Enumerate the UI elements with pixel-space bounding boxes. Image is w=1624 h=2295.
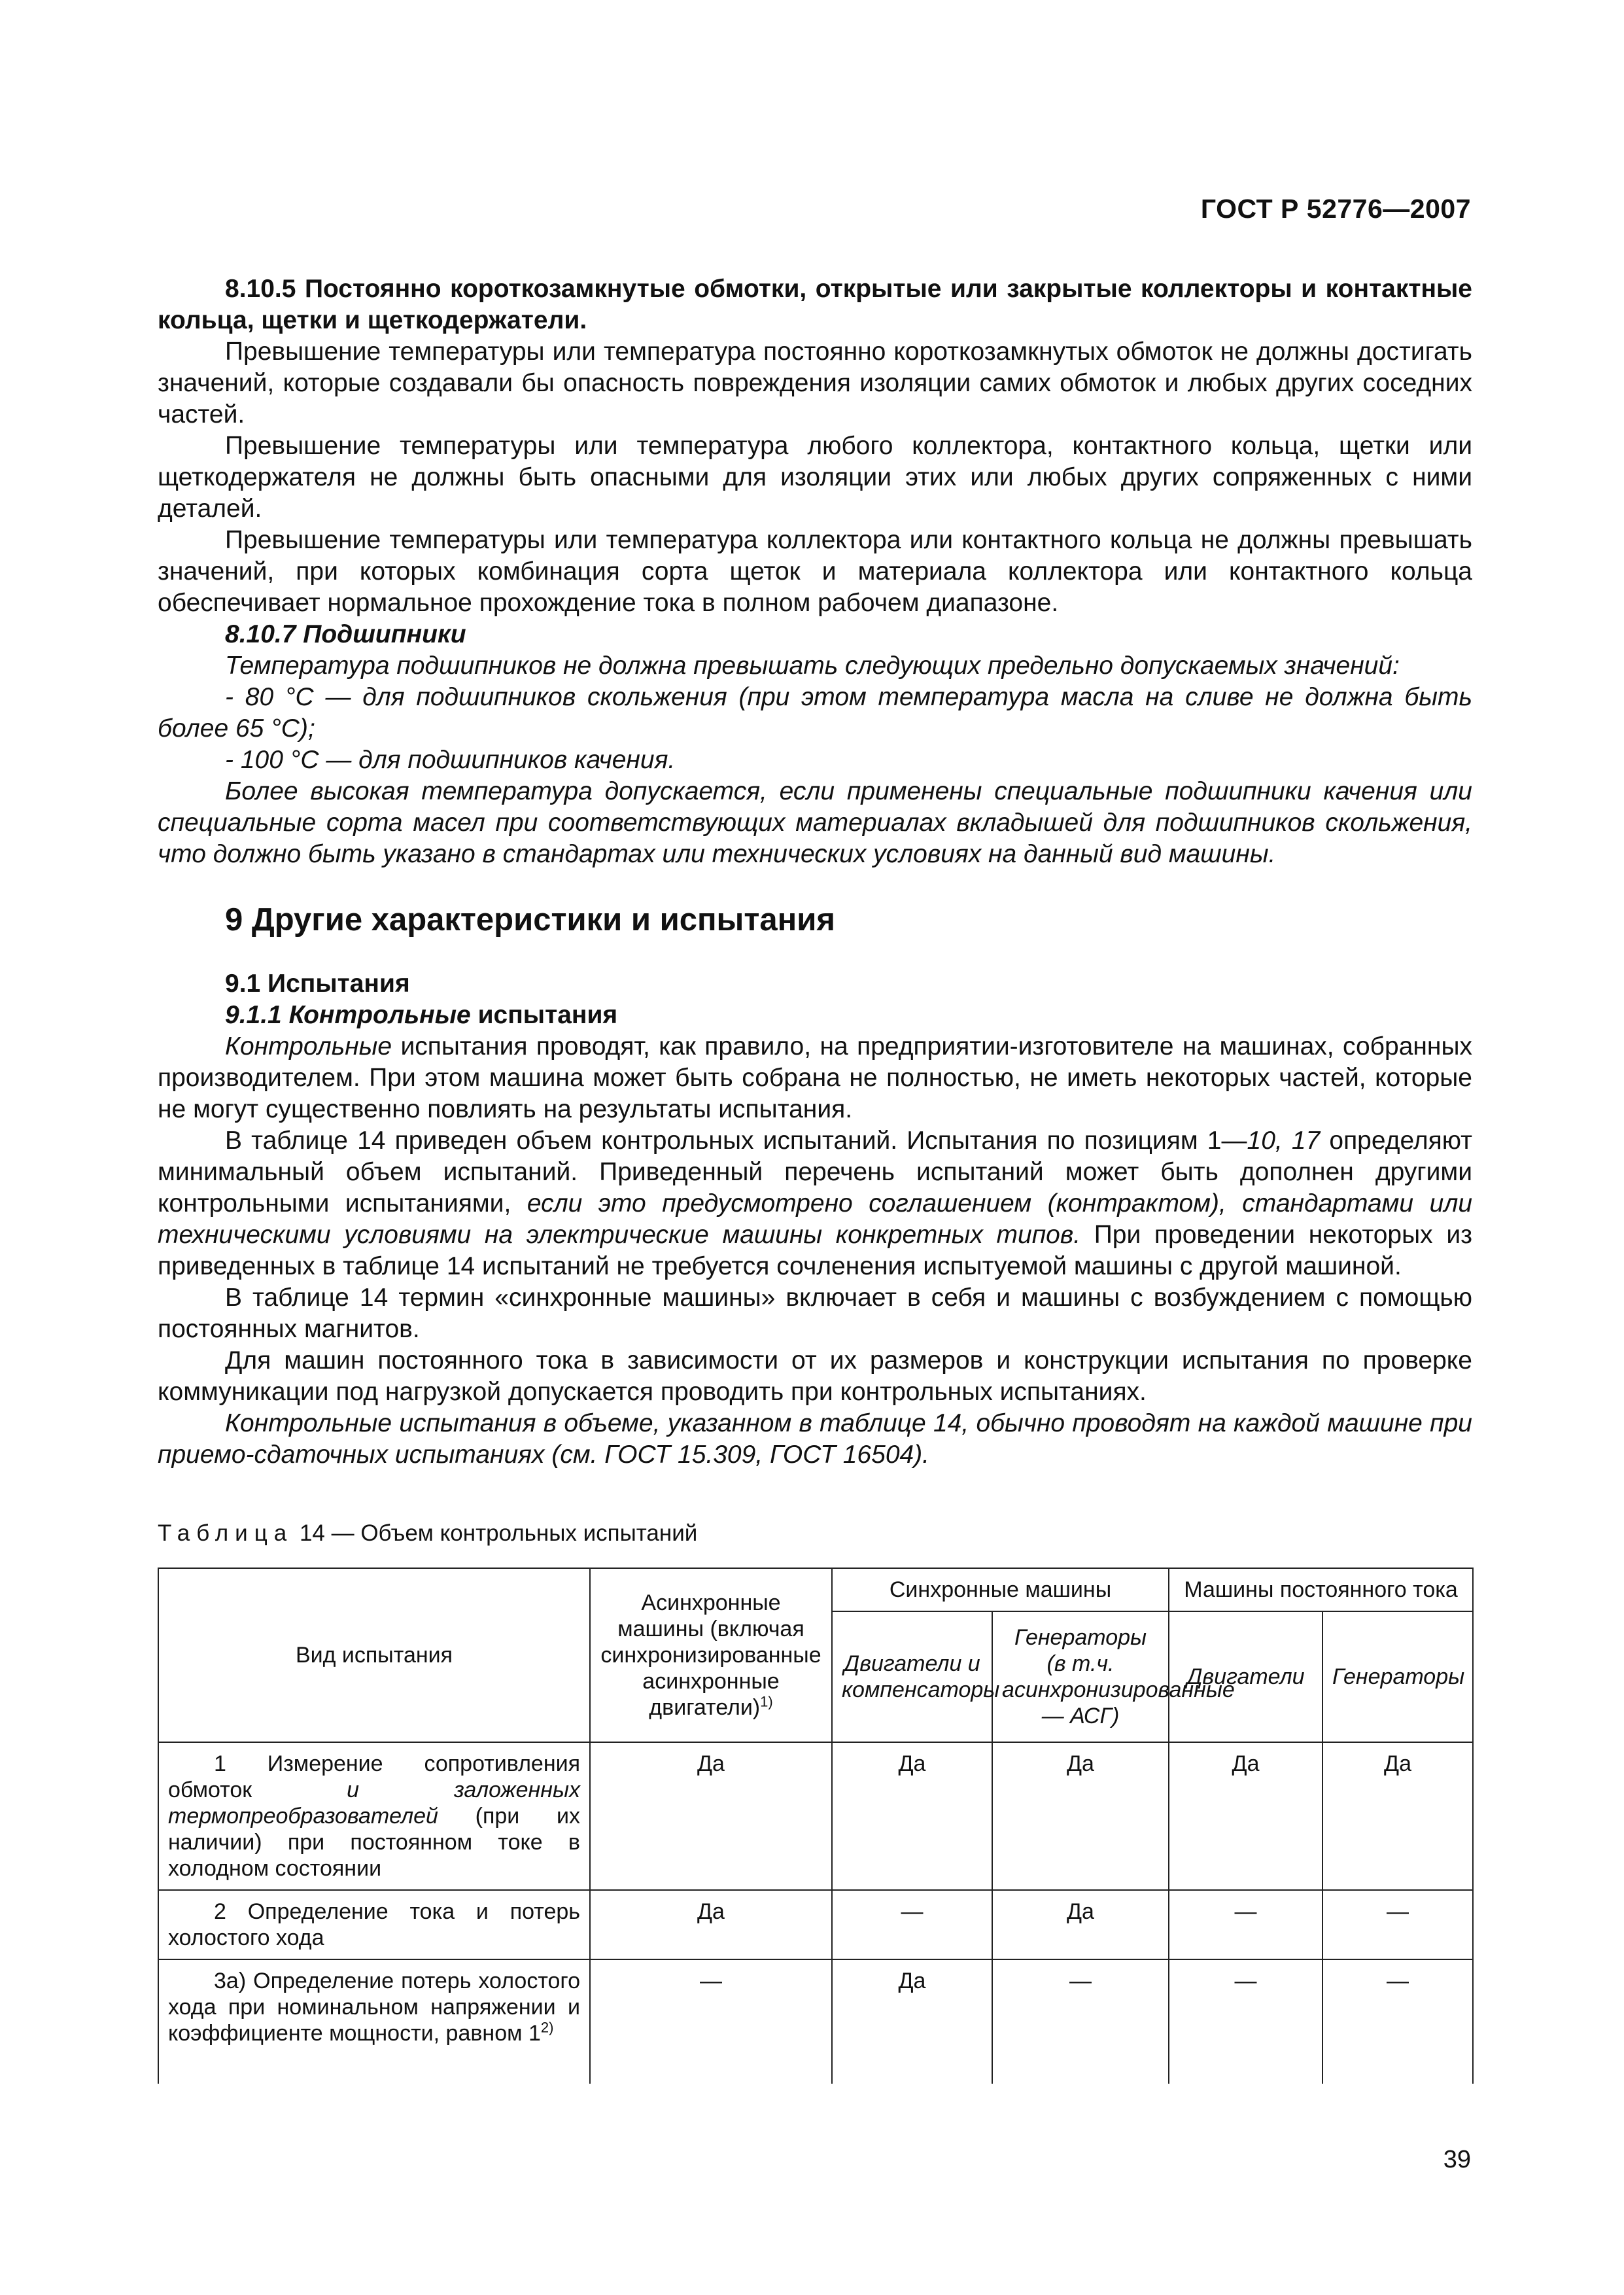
paragraph: Температура подшипников не должна превышать следующих предельно допускаемых значений: [225,652,1400,680]
paragraph: В таблице 14 термин «синхронные машины» включает в себя и машины с возбуждением с помощью постоянных магнитов. [158,1284,1472,1343]
paragraph: - 80 °С — для подшипников скольжения (при этом температура масла на сливе не должна быть более 65 °С); [158,683,1472,743]
table-row [158,1742,1473,1890]
test-name-part: 2 Определение тока и потерь холостого хода [168,1899,580,1950]
footnote-mark: 1) [760,1693,773,1710]
value-cell: Да [832,1959,992,2084]
table-row [158,1959,1473,2084]
paragraph [158,1031,1472,1125]
text-run: В таблице 14 приведен объем контрольных испытаний. Испытания по позициям 1— [225,1127,1247,1155]
value-cell: — [1169,1959,1322,2084]
header-test-type: Вид испытания [158,1568,590,1742]
paragraph: - 100 °С — для подшипников качения. [225,746,676,774]
section-8-10-5-heading: 8.10.5 Постоянно короткозамкнутые обмотки, открытые или закрытые коллекторы и контактные кольца, щетки и щеткодержатели. [158,275,1472,334]
value-cell: Да [832,1742,992,1890]
text-run: испытания проводят, как правило, на предприятии-изготовителе на машинах, собранных производителем. При этом машина может быть собрана не полностью, не иметь некоторых частей, которые не могут существенно повлиять на результаты испытания. [158,1032,1472,1123]
test-name-part: (при их наличии) при постоянном токе в холодном состоянии [168,1804,580,1881]
paragraph: Более высокая температура допускается, если применены специальные подшипники качения или специальные сорта масел при соответствующих материалах вкладышей для подшипников скольжения, что должно быть указано в стандартах или технических условиях на данный вид машины. [158,777,1472,868]
footnote-mark: 2) [540,2019,554,2036]
value-cell: Да [992,1742,1169,1890]
test-name-cell [158,1742,590,1890]
header-sync-generators: Генераторы (в т.ч. асинхронизированные — АСГ) [992,1611,1169,1742]
value-cell: — [1322,1890,1473,1959]
test-name-part: 3а) Определение потерь холостого хода при номинальном напряжении и коэффициенте мощности, равном 1 [168,1969,580,2046]
paragraph [158,1125,1472,1282]
value-cell: — [1169,1890,1322,1959]
test-name-cell [158,1959,590,2084]
page-header-standard: ГОСТ Р 52776—2007 [1200,194,1471,224]
header-dc-generators: Генераторы [1322,1611,1473,1742]
header-sync-machines: Синхронные машины [832,1568,1169,1611]
body-text [158,273,1472,1471]
test-name-part: 1 Измерение сопротивления обмоток [168,1751,580,1802]
text-run: Контрольные [225,1032,392,1060]
text-run: если это предусмотрено соглашением (контрактом), стандартами или техническими условиями на электрические машины конкретных типов. [158,1189,1473,1249]
value-cell: Да [1169,1742,1322,1890]
header-dc-machines: Машины постоянного тока [1169,1568,1473,1611]
header-async-text: Асинхронные машины (включая синхронизированные асинхронные двигатели) [600,1590,821,1720]
paragraph: Превышение температуры или температура коллектора или контактного кольца не должны превышать значений, при которых комбинация сорта щеток и материала коллектора или контактного кольца обеспечивает нормальное прохождение тока в полном рабочем диапазоне. [158,526,1472,617]
heading-part: 9.1.1 Контрольные [225,1001,471,1029]
test-name-cell [158,1890,590,1959]
table-caption-text: 14 — Объем контрольных испытаний [293,1520,698,1546]
header-dc-motors: Двигатели [1169,1611,1322,1742]
paragraph: Контрольные испытания в объеме, указанном в таблице 14, обычно проводят на каждой машине при приемо-сдаточных испытаниях (см. ГОСТ 15.309, ГОСТ 16504). [158,1409,1472,1469]
value-cell: — [832,1890,992,1959]
text-run: При проведении некоторых из приведенных в таблице 14 испытаний не требуется сочленения испытуемой машины с другой машиной. [158,1221,1472,1280]
header-sync-motors: Двигатели и компенсаторы [832,1611,992,1742]
table-caption-label: Таблица [158,1520,294,1546]
table-caption [158,1519,697,1548]
value-cell: Да [590,1890,832,1959]
value-cell: Да [992,1890,1169,1959]
page-number: 39 [1443,2146,1471,2173]
test-name-part: и заложенных термопреобразователей [168,1778,580,1829]
section-8-10-7-heading: 8.10.7 Подшипники [225,620,466,648]
tests-table [158,1568,1474,2084]
section-9-1-heading: 9.1 Испытания [225,970,410,998]
paragraph: Для машин постоянного тока в зависимости от их размеров и конструкции испытания по проверке коммуникации под нагрузкой допускается проводить при контрольных испытаниях. [158,1346,1472,1406]
section-9-1-1-heading [158,1000,1472,1031]
value-cell: — [590,1959,832,2084]
tests-table-body [158,1742,1473,2084]
value-cell: Да [590,1742,832,1890]
paragraph: Превышение температуры или температура постоянно короткозамкнутых обмоток не должны достигать значений, которые создавали бы опасность повреждения изоляции самих обмоток и любых других соседних частей. [158,338,1472,429]
value-cell: Да [1322,1742,1473,1890]
paragraph: Превышение температуры или температура любого коллектора, контактного кольца, щетки или щеткодержателя не должны быть опасными для изоляции этих или любых других сопряженных с ними деталей. [158,432,1472,523]
table-row [158,1890,1473,1959]
header-async-machines [590,1568,832,1742]
value-cell: — [992,1959,1169,2084]
text-run: определяют минимальный объем испытаний. Приведенный перечень испытаний может быть дополнен другими контрольными испытаниями, [158,1127,1472,1218]
text-run: 10, 17 [1247,1127,1321,1155]
heading-part: испытания [470,1001,618,1029]
section-9-title: 9 Другие характеристики и испытания [225,902,835,937]
value-cell: — [1322,1959,1473,2084]
